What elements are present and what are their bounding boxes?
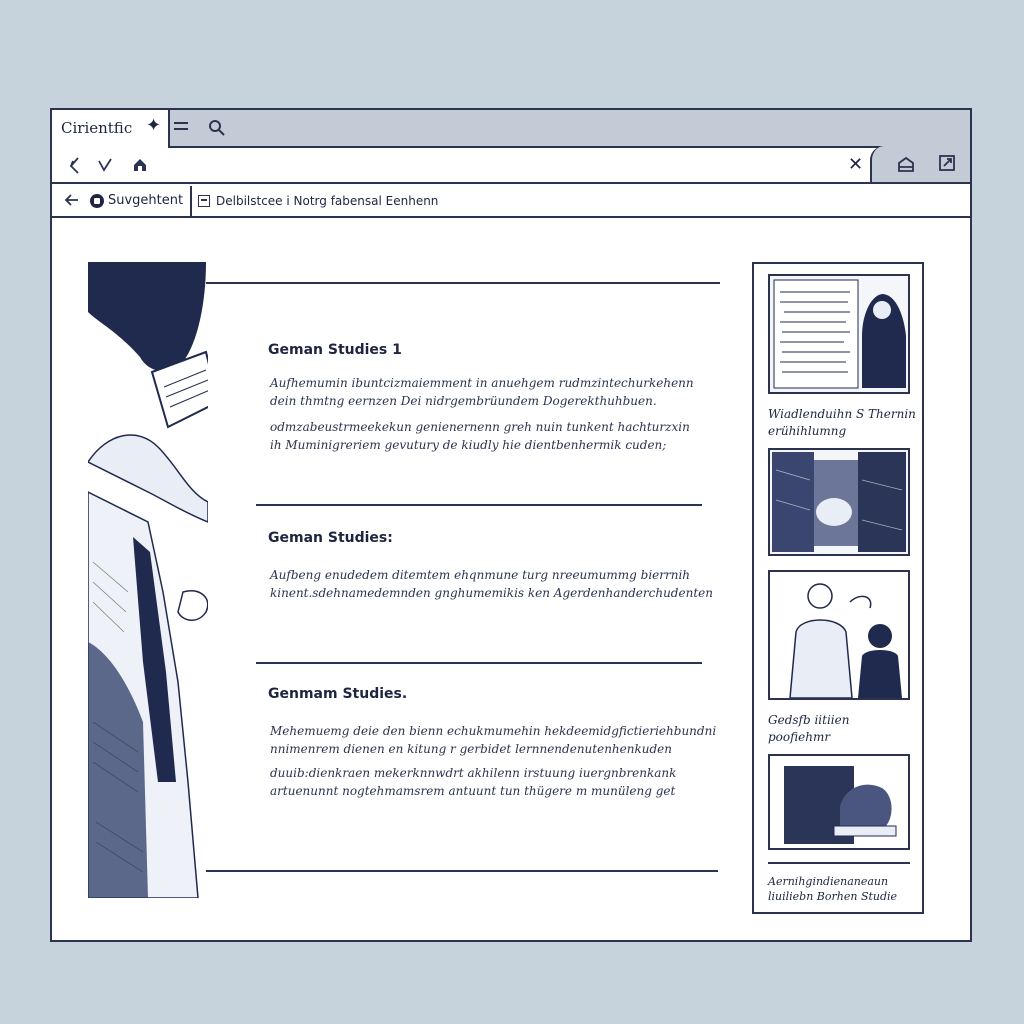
manuscript-image [770, 276, 908, 392]
home-icon[interactable] [132, 155, 148, 175]
lecture-image [770, 572, 908, 698]
section-2-line-2: kinent.sdehnamedemnden gnghumemikis ken Agerdenhanderchudenten [270, 586, 713, 600]
bookmark-icon[interactable] [896, 155, 916, 173]
article-content [88, 262, 756, 898]
back-arrow-icon[interactable] [66, 155, 84, 175]
expand-icon[interactable] [938, 154, 956, 172]
checkmark-icon[interactable] [96, 155, 114, 175]
menu-icon[interactable] [174, 122, 188, 132]
url-text: Delbilstcee i Notrg fabensal Eenhenn [216, 194, 439, 208]
site-name: Suvgehtent [108, 193, 184, 208]
scholar-illustration [88, 262, 208, 898]
sidebar-caption-1[interactable]: Wiadlenduihn S Thernin erühihlumng [768, 407, 916, 438]
search-icon[interactable] [208, 119, 226, 137]
close-icon[interactable]: ✕ [848, 154, 864, 175]
section-1-line-3: odmzabeustrmeekekun genienernenn greh nuin tunkent hachturzxin [270, 420, 690, 434]
section-divider [256, 504, 702, 506]
sidebar-divider [768, 862, 910, 864]
section-3-line-2: nnimenrem dienen en kitung r gerbidet lernnendenutenhenkuden [270, 742, 672, 756]
sidebar-thumbnail-3[interactable] [768, 570, 910, 700]
section-1-line-4: ih Muminigreriem gevutury de kiudly hie dientbenhermik cuden; [270, 438, 667, 452]
tab-title: Cirientfic [61, 119, 133, 137]
tab-strip [52, 110, 970, 148]
section-3-title: Genmam Studies. [268, 686, 408, 702]
section-2-line-1: Aufbeng enudedem ditemtem ehqnmune turg nreeumummg bierrnih [270, 568, 691, 582]
url-field[interactable] [198, 194, 438, 208]
address-bar [52, 186, 970, 218]
browser-window [50, 108, 972, 942]
back-button-icon[interactable] [64, 192, 80, 208]
sidebar-thumbnail-2[interactable] [768, 448, 910, 556]
page-icon [198, 195, 210, 207]
tab-close-icon[interactable]: ✦ [146, 115, 162, 136]
section-1-line-2: dein thmtng eernzen Dei nidrgembrüundem Dogerekthuhbuen. [270, 394, 657, 408]
section-2-title: Geman Studies: [268, 530, 393, 546]
browser-tab[interactable] [52, 110, 170, 148]
section-3-line-1: Mehemuemg deie den bienn echukmumehin hekdeemidgfictieriehbundni [270, 724, 717, 738]
sidebar-thumbnail-1[interactable] [768, 274, 910, 394]
section-3-line-3: duuib:dienkraen mekerknnwdrt akhilenn irstuung iuergnbrenkank [270, 766, 677, 780]
study-image [770, 756, 908, 848]
toolbar-right [870, 146, 972, 184]
section-3-line-4: artuenunnt nogtehmamsrem antuunt tun thügere m munüleng get [270, 784, 676, 798]
archive-image [770, 450, 908, 554]
address-divider [190, 186, 192, 216]
section-1-title: Geman Studies 1 [268, 342, 402, 358]
sidebar-caption-3[interactable]: Aernihgindienaneaun liuiliebn Borhen Studie [768, 875, 898, 903]
section-divider [256, 662, 702, 664]
site-icon [90, 194, 104, 208]
sidebar-caption-2[interactable]: Gedsfb iitiien poofiehmr [768, 713, 850, 744]
section-1-line-1: Aufhemumin ibuntcizmaiemment in anuehgem rudmzintechurkehenn [270, 376, 694, 390]
top-divider [206, 282, 720, 284]
sidebar-thumbnail-4[interactable] [768, 754, 910, 850]
site-identity[interactable] [90, 193, 183, 208]
related-sidebar [752, 262, 924, 914]
bottom-divider [206, 870, 718, 872]
navigation-bar [52, 148, 970, 184]
